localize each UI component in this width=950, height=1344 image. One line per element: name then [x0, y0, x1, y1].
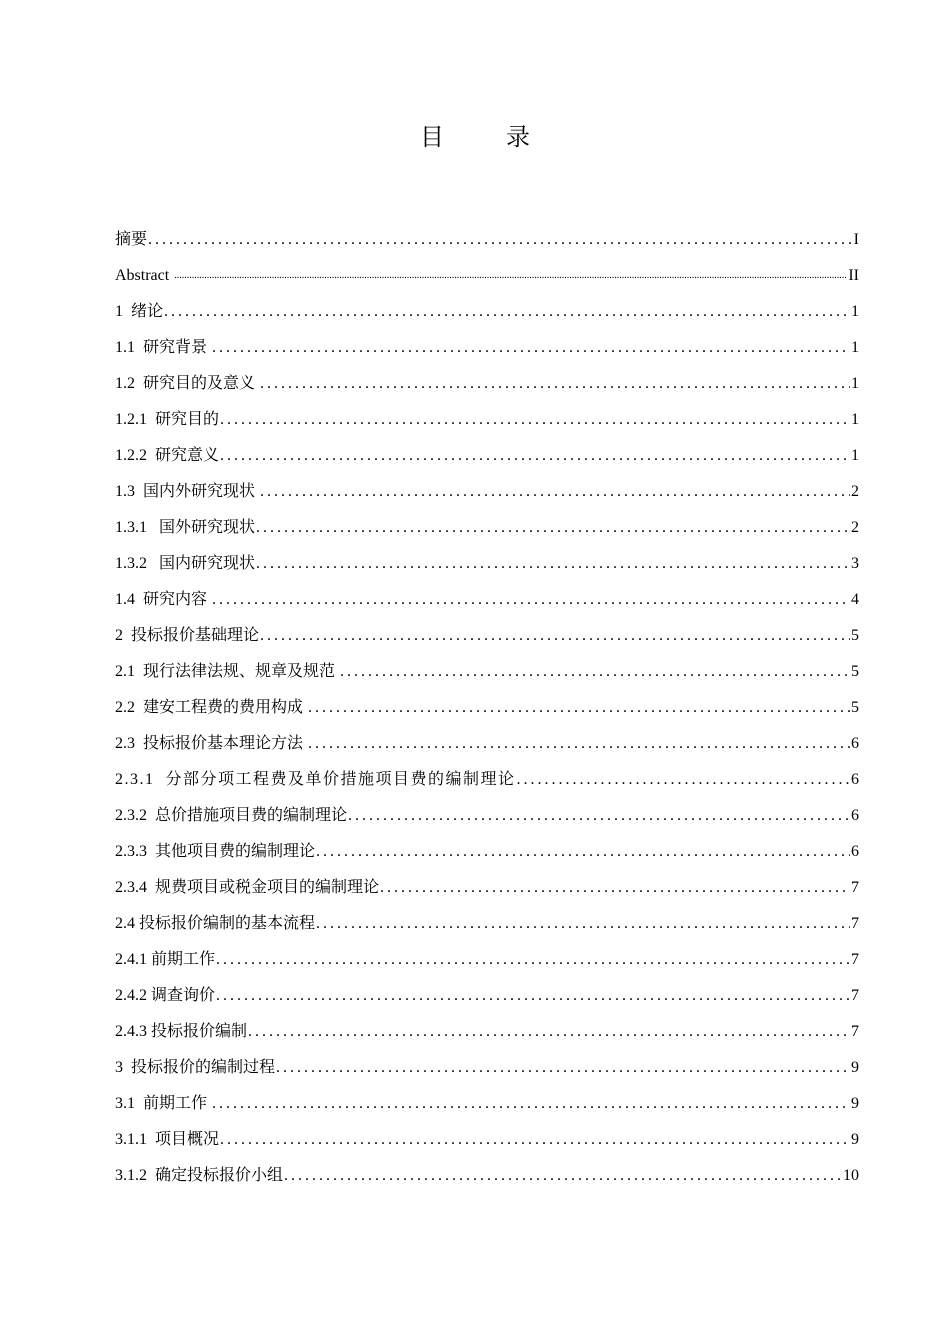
toc-entry[interactable] — [115, 610, 859, 646]
toc-dot-leader — [164, 302, 850, 322]
toc-page-number: 6 — [851, 735, 859, 752]
toc-dot-leader — [348, 806, 850, 826]
toc-entry[interactable] — [115, 250, 859, 286]
toc-page-number: 7 — [851, 915, 859, 932]
toc-entry-label: 3 投标报价的编制过程 — [115, 1059, 276, 1076]
toc-page-number: 1 — [851, 375, 859, 392]
toc-entry[interactable] — [115, 682, 859, 718]
toc-dot-leader — [517, 770, 850, 790]
toc-page-number: 9 — [851, 1095, 859, 1112]
toc-entry-label: 3.1.2 确定投标报价小组 — [115, 1167, 284, 1184]
toc-dot-leader — [220, 410, 850, 430]
toc-entry[interactable] — [115, 466, 859, 502]
toc-dot-leader — [256, 518, 850, 538]
toc-entry-label: 1.3.2 国内研究现状 — [115, 555, 256, 572]
toc-page-number: 4 — [851, 591, 859, 608]
page-title: 目 录 — [420, 125, 558, 151]
toc-dot-leader — [212, 338, 850, 358]
toc-dot-leader — [260, 482, 850, 502]
toc-dot-leader — [316, 842, 850, 862]
toc-entry-label: 2.2 建安工程费的费用构成 — [115, 699, 308, 716]
toc-page-number: 9 — [851, 1059, 859, 1076]
toc-page-number: 5 — [851, 627, 859, 644]
toc-entry-label: 1.4 研究内容 — [115, 591, 212, 608]
toc-page-number: 7 — [851, 987, 859, 1004]
toc-entry-label: 2.3.4 规费项目或税金项目的编制理论 — [115, 879, 380, 896]
toc-entry[interactable] — [115, 430, 859, 466]
toc-entry-label: 1.3 国内外研究现状 — [115, 483, 260, 500]
toc-page-number: 5 — [851, 663, 859, 680]
toc-entry[interactable] — [115, 1114, 859, 1150]
toc-entry[interactable] — [115, 538, 859, 574]
toc-dot-leader — [220, 446, 850, 466]
toc-entry[interactable] — [115, 898, 859, 934]
toc-dot-leader — [276, 1058, 850, 1078]
toc-page-number: I — [853, 231, 859, 248]
toc-dot-leader — [308, 698, 850, 718]
toc-entry-label: 1 绪论 — [115, 303, 164, 320]
toc-dot-leader — [380, 878, 850, 898]
toc-entry-label: 2.3.2 总价措施项目费的编制理论 — [115, 807, 348, 824]
toc-page-number: 1 — [851, 447, 859, 464]
toc-entry[interactable] — [115, 358, 859, 394]
toc-entry-label: 1.2 研究目的及意义 — [115, 375, 260, 392]
toc-entry-label: 2.4.2 调查询价 — [115, 987, 216, 1004]
toc-dot-leader — [308, 734, 850, 754]
toc-entry[interactable] — [115, 1150, 859, 1186]
toc-entry[interactable] — [115, 1078, 859, 1114]
toc-entry[interactable] — [115, 394, 859, 430]
toc-entry[interactable] — [115, 862, 859, 898]
toc-entry[interactable] — [115, 322, 859, 358]
toc-entry-label: 2.3.3 其他项目费的编制理论 — [115, 843, 316, 860]
toc-entry[interactable] — [115, 718, 859, 754]
toc-entry-label: 2.4 投标报价编制的基本流程 — [115, 915, 316, 932]
toc-page-number: 9 — [851, 1131, 859, 1148]
toc-page-number: 1 — [851, 303, 859, 320]
toc-entry[interactable] — [115, 970, 859, 1006]
toc-entry-label: 2.4.1 前期工作 — [115, 951, 216, 968]
toc-dot-leader — [260, 374, 850, 394]
toc-page-number: 2 — [851, 519, 859, 536]
toc-entry-label: 1.2.2 研究意义 — [115, 447, 220, 464]
toc-entry-label: 2.3.1 分部分项工程费及单价措施项目费的编制理论 — [115, 771, 516, 788]
toc-dot-leader — [148, 230, 853, 250]
toc-entry[interactable] — [115, 934, 859, 970]
toc-entry-label: 3.1.1 项目概况 — [115, 1131, 220, 1148]
toc-entry[interactable] — [115, 574, 859, 610]
toc-dot-leader — [316, 914, 850, 934]
toc-entry[interactable] — [115, 502, 859, 538]
toc-page-number: 1 — [851, 339, 859, 356]
toc-entry-label: 3.1 前期工作 — [115, 1095, 212, 1112]
toc-entry[interactable] — [115, 646, 859, 682]
toc-page-number: 2 — [851, 483, 859, 500]
toc-page-number: 1 — [851, 411, 859, 428]
toc-entry-label: 1.3.1 国外研究现状 — [115, 519, 256, 536]
toc-entry[interactable] — [115, 826, 859, 862]
toc-entry-label: 2.1 现行法律法规、规章及规范 — [115, 663, 340, 680]
toc-dot-leader — [260, 626, 850, 646]
table-of-contents — [115, 214, 859, 1186]
toc-dot-leader — [212, 590, 850, 610]
toc-entry-label: 1.1 研究背景 — [115, 339, 212, 356]
toc-page-number: 7 — [851, 879, 859, 896]
toc-entry-label: 摘要 — [115, 231, 148, 248]
toc-page-number: 6 — [851, 771, 859, 788]
toc-dot-leader — [256, 554, 850, 574]
toc-page-number: 7 — [851, 1023, 859, 1040]
toc-entry-label: 1.2.1 研究目的 — [115, 411, 220, 428]
toc-entry[interactable] — [115, 1006, 859, 1042]
toc-entry-label: 2.4.3 投标报价编制 — [115, 1023, 248, 1040]
toc-page-number: 6 — [851, 843, 859, 860]
toc-entry-label: Abstract — [115, 267, 174, 284]
toc-dot-leader — [340, 662, 850, 682]
toc-page-number: 3 — [851, 555, 859, 572]
toc-dot-leader — [174, 266, 847, 286]
toc-dot-leader — [248, 1022, 850, 1042]
toc-dot-leader — [216, 986, 850, 1006]
toc-page-number: 6 — [851, 807, 859, 824]
toc-page-number: 5 — [851, 699, 859, 716]
toc-entry[interactable] — [115, 286, 859, 322]
toc-dot-leader — [212, 1094, 850, 1114]
toc-dot-leader — [216, 950, 850, 970]
toc-entry[interactable] — [115, 754, 859, 790]
toc-entry-label: 2 投标报价基础理论 — [115, 627, 260, 644]
toc-page-number: 7 — [851, 951, 859, 968]
toc-entry[interactable] — [115, 790, 859, 826]
toc-page-number: II — [848, 267, 859, 284]
toc-entry[interactable] — [115, 1042, 859, 1078]
toc-entry[interactable] — [115, 214, 859, 250]
toc-page-number: 10 — [843, 1167, 859, 1184]
toc-dot-leader — [284, 1166, 842, 1186]
toc-entry-label: 2.3 投标报价基本理论方法 — [115, 735, 308, 752]
toc-dot-leader — [220, 1130, 850, 1150]
